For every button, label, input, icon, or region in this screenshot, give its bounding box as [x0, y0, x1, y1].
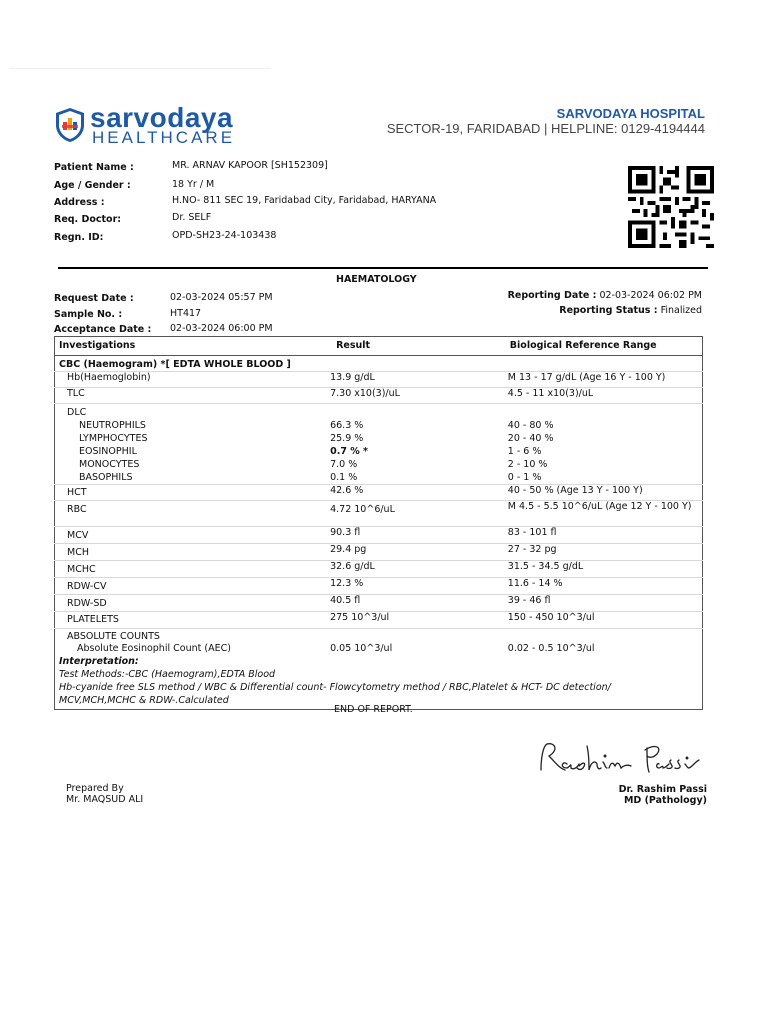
test-range: 20 - 40 % [507, 432, 554, 444]
brand-name: sarvodaya [90, 102, 234, 133]
request-date-label: Request Date : [54, 293, 134, 304]
table-row [55, 446, 703, 459]
table-row [55, 629, 703, 643]
table-row [55, 388, 703, 404]
table-row [55, 485, 703, 501]
sample-no: HT417 [170, 308, 202, 319]
regn-id: OPD-SH23-24-103438 [172, 230, 277, 241]
test-range: M 4.5 - 5.5 10^6/uL (Age 12 Y - 100 Y) [507, 501, 692, 512]
interpretation-label: Interpretation: [59, 655, 139, 667]
test-result: 12.3 % [330, 578, 364, 589]
test-range: 150 - 450 10^3/ul [507, 612, 595, 623]
test-name: MCHC [67, 564, 96, 575]
test-result: 40.5 fl [330, 595, 361, 606]
table-row [55, 372, 703, 388]
test-result [326, 629, 504, 643]
reporting-date-value: 02-03-2024 06:02 PM [599, 290, 702, 301]
patient-name: MR. ARNAV KAPOOR [SH152309] [172, 160, 328, 171]
logo-icon [54, 107, 86, 143]
test-range: 11.6 - 14 % [507, 578, 563, 589]
signature [535, 738, 710, 782]
test-range: 0.02 - 0.5 10^3/ul [507, 642, 595, 654]
test-methods-line: MCV,MCH,MCHC & RDW-.Calculated [59, 694, 229, 706]
test-result: 7.30 x10(3)/uL [330, 388, 400, 399]
age-gender: 18 Yr / M [172, 179, 215, 190]
test-result: 90.3 fl [330, 527, 361, 538]
prepared-by-label: Prepared By [66, 783, 124, 794]
test-range: 40 - 80 % [507, 419, 554, 431]
doctor-name: Dr. Rashim Passi [618, 784, 707, 795]
test-result: 66.3 % [330, 419, 364, 431]
test-range: 0 - 1 % [507, 471, 542, 483]
end-of-report: END OF REPORT. [334, 704, 413, 715]
table-row [55, 472, 703, 485]
section-row [55, 356, 703, 372]
qr-code [627, 166, 715, 248]
test-range [504, 404, 703, 420]
test-range [504, 629, 703, 643]
table-row [55, 527, 703, 544]
test-range: 83 - 101 fl [507, 527, 557, 538]
test-result: 275 10^3/ul [330, 612, 390, 623]
test-name: MCH [67, 547, 89, 558]
test-name: LYMPHOCYTES [79, 432, 148, 444]
regn-id-label: Regn. ID: [54, 232, 104, 243]
reporting-date [508, 290, 702, 301]
header-result: Result [326, 337, 504, 356]
test-range: M 13 - 17 g/dL (Age 16 Y - 100 Y) [507, 372, 666, 383]
test-result: 0.05 10^3/ul [330, 642, 393, 654]
test-name: ABSOLUTE COUNTS [67, 631, 160, 642]
test-name: BASOPHILS [79, 471, 133, 483]
table-header-row [55, 337, 703, 356]
interpretation-row [55, 655, 703, 710]
hospital-address: SECTOR-19, FARIDABAD | HELPLINE: 0129-4194444 [386, 121, 705, 136]
reporting-status-value: Finalized [660, 305, 702, 316]
reporting-date-label: Reporting Date : [507, 290, 597, 301]
test-result: 13.9 g/dL [330, 372, 375, 383]
test-range: 1 - 6 % [507, 445, 542, 457]
investigations-table [54, 336, 703, 710]
table-row [55, 612, 703, 629]
section-title: CBC (Haemogram) *[ EDTA WHOLE BLOOD ] [59, 359, 291, 370]
department-title: HAEMATOLOGY [336, 274, 417, 285]
sample-no-label: Sample No. : [54, 309, 123, 320]
test-result: 4.72 10^6/uL [330, 504, 395, 515]
acceptance-date: 02-03-2024 06:00 PM [170, 323, 273, 334]
reporting-status-label: Reporting Status : [559, 305, 658, 316]
test-name: NEUTROPHILS [79, 419, 146, 431]
table-row [55, 404, 703, 420]
test-range: 40 - 50 % (Age 13 Y - 100 Y) [507, 485, 643, 496]
test-name: EOSINOPHIL [79, 445, 137, 457]
test-range: 39 - 46 fl [507, 595, 551, 606]
table-row [55, 433, 703, 446]
table-row [55, 420, 703, 433]
age-gender-label: Age / Gender : [54, 180, 131, 191]
test-range: 4.5 - 11 x10(3)/uL [507, 388, 594, 399]
header-investigations: Investigations [55, 337, 327, 356]
test-name: Hb(Haemoglobin) [67, 372, 151, 383]
test-name: Absolute Eosinophil Count (AEC) [77, 642, 231, 654]
test-result: 32.6 g/dL [330, 561, 375, 572]
reporting-status [559, 305, 702, 316]
doctor-qualification: MD (Pathology) [623, 795, 707, 806]
header-reference-range: Biological Reference Range [504, 337, 703, 356]
table-row [55, 643, 703, 655]
test-name: MCV [67, 530, 89, 541]
req-doctor: Dr. SELF [172, 212, 212, 223]
test-name: PLATELETS [67, 614, 119, 625]
address-label: Address : [54, 197, 105, 208]
test-result: 0.1 % [330, 471, 358, 483]
test-range: 2 - 10 % [507, 458, 548, 470]
test-result: 25.9 % [330, 432, 364, 444]
table-row [55, 459, 703, 472]
interpretation [55, 655, 703, 710]
prepared-by: Mr. MAQSUD ALI [66, 794, 144, 805]
test-name: RDW-SD [67, 598, 107, 609]
test-range: 27 - 32 pg [507, 544, 557, 555]
header-divider [58, 267, 708, 269]
test-result: 7.0 % [330, 458, 358, 470]
test-result: 42.6 % [330, 485, 364, 496]
test-name: MONOCYTES [79, 458, 140, 470]
acceptance-date-label: Acceptance Date : [54, 324, 152, 335]
test-name: DLC [67, 407, 87, 418]
test-range: 31.5 - 34.5 g/dL [507, 561, 584, 572]
test-name: TLC [67, 388, 85, 399]
test-result: 0.7 % * [330, 445, 369, 457]
table-row [55, 578, 703, 595]
test-name: RDW-CV [67, 581, 107, 592]
test-name: RBC [67, 504, 87, 515]
table-row [55, 544, 703, 561]
table-row [55, 561, 703, 578]
patient-name-label: Patient Name : [54, 162, 134, 173]
test-result: 29.4 pg [330, 544, 367, 555]
test-name: HCT [67, 487, 87, 498]
hospital-name: SARVODAYA HOSPITAL [556, 106, 705, 121]
table-row [55, 501, 703, 527]
brand-subtitle: HEALTHCARE [92, 128, 236, 147]
top-faint-line [10, 68, 270, 69]
logo [54, 107, 86, 147]
address: H.NO- 811 SEC 19, Faridabad City, Faridabad, HARYANA [172, 195, 437, 206]
test-methods-line: Hb-cyanide free SLS method / WBC & Differential count- Flowcytometry method / RBC,Platelet & HCT- DC detection/ [59, 681, 611, 693]
request-date: 02-03-2024 05:57 PM [170, 292, 273, 303]
test-methods-line: Test Methods:-CBC (Haemogram),EDTA Blood [59, 668, 276, 680]
test-result [326, 404, 504, 420]
req-doctor-label: Req. Doctor: [54, 214, 122, 225]
table-row [55, 595, 703, 612]
